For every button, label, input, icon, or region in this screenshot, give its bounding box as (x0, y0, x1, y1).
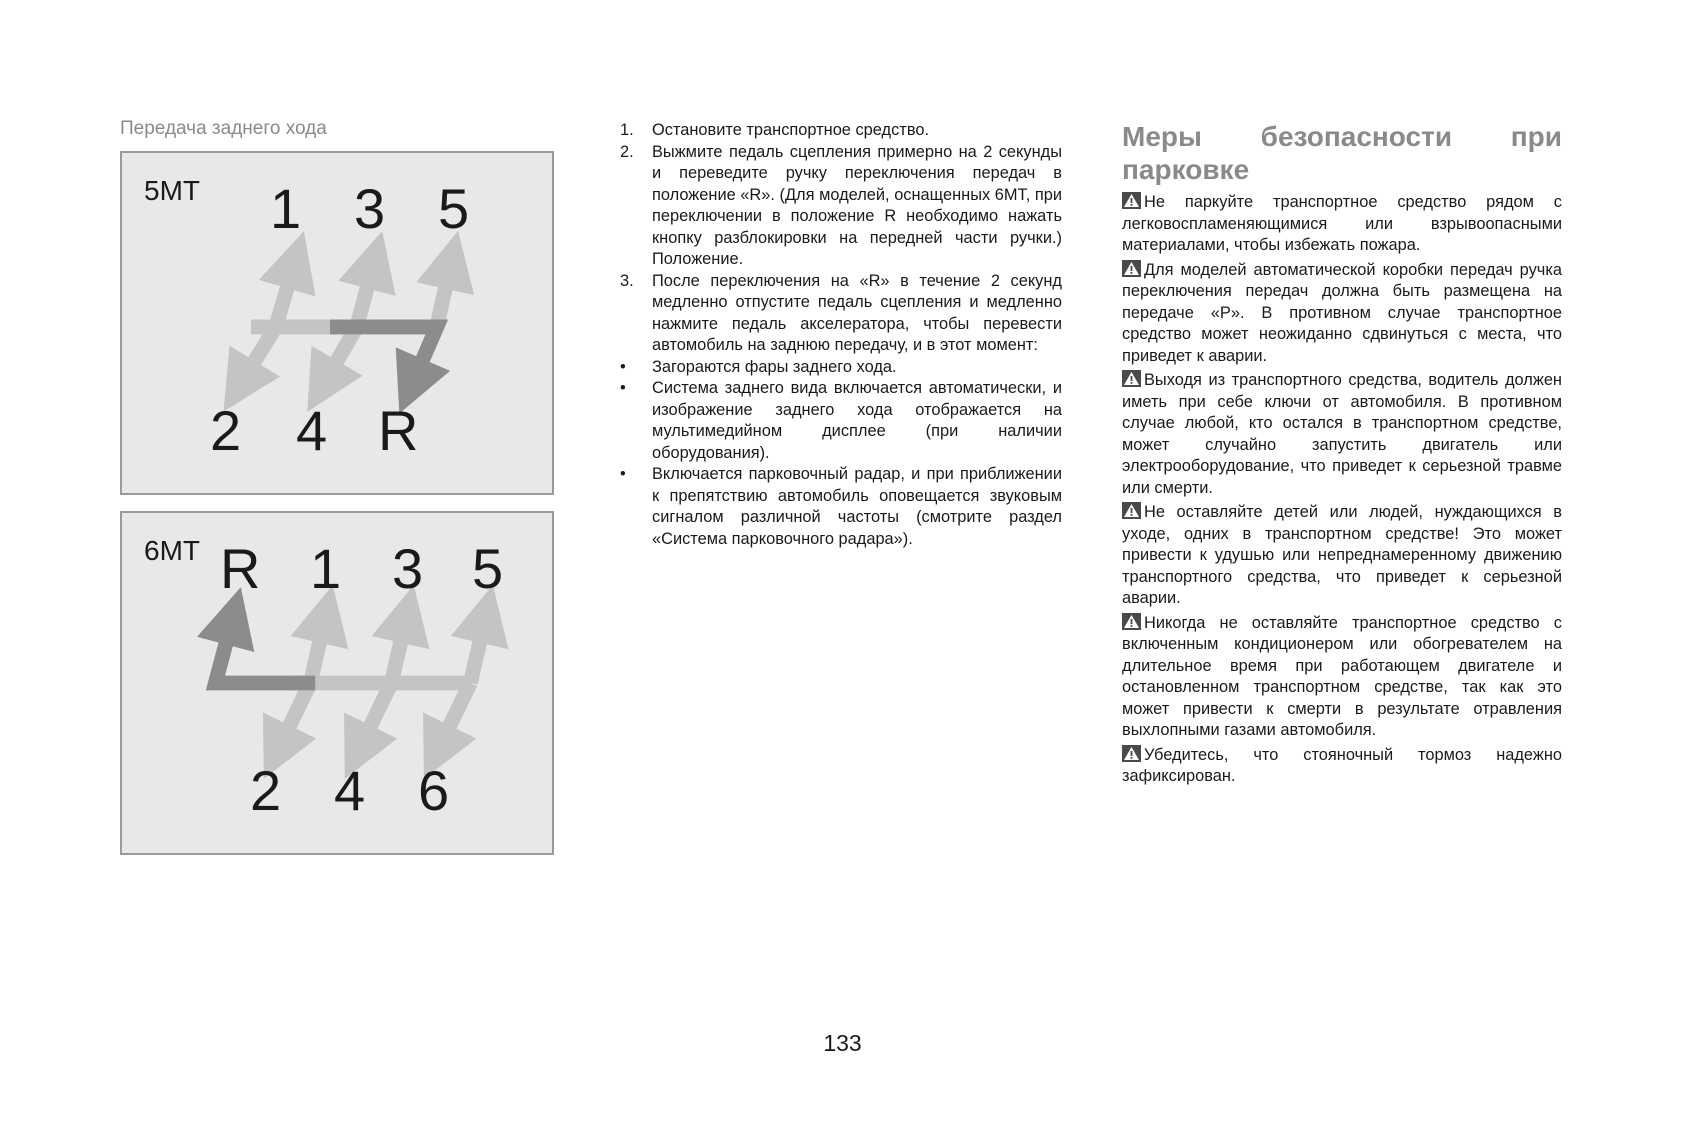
warning-paragraph (1122, 613, 1562, 742)
list-item (620, 271, 1062, 357)
gear-number: 2 (250, 759, 282, 822)
list-marker: 3. (620, 271, 634, 290)
gear-number: R (220, 537, 261, 600)
warning-text: Не паркуйте транспортное средство рядом с легковоспламеняющимися или взрывоопасными материалами, чтобы избежать пожара. (1122, 193, 1562, 254)
gear-number: 3 (392, 537, 424, 600)
gear-number: 1 (270, 177, 302, 240)
gear-diagram-6mt (120, 511, 554, 855)
page-number: 133 (823, 1030, 862, 1056)
warning-triangle-icon (1122, 370, 1141, 387)
warning-paragraph (1122, 260, 1562, 368)
warning-paragraph (1122, 745, 1562, 788)
list-item-text: Остановите транспортное средство. (652, 121, 930, 139)
list-item (620, 142, 1062, 271)
warning-paragraph (1122, 370, 1562, 499)
list-item-text: Выжмите педаль сцепления примерно на 2 секунды и переведите ручку переключения передач в положение «R». (Для моделей, оснащенных 6MT, при переключении в положение R необходимо нажать кнопку разблокировки на передней части ручки.) Положение. (652, 142, 1062, 268)
warning-text: Никогда не оставляйте транспортное средство с включенным кондиционером или обогревателем на длительное время при работающем двигателе и остановленном транспортном средстве, так как это может привести к смерти в результате отравления выхлопными газами автомобиля. (1122, 613, 1562, 739)
list-item (620, 120, 1062, 142)
gear-number: 4 (334, 759, 366, 822)
list-marker: 1. (620, 121, 634, 139)
list-marker: • (620, 465, 626, 483)
gear-number: 3 (354, 177, 386, 240)
gearbox-label: 5MT (144, 175, 200, 206)
list-item (620, 378, 1062, 464)
instructions-column (620, 120, 1062, 550)
warning-paragraph (1122, 502, 1562, 610)
warning-paragraph (1122, 192, 1562, 257)
warning-triangle-icon (1122, 613, 1141, 630)
list-item-text: После переключения на «R» в течение 2 секунд медленно отпустите педаль сцепления и медленно нажмите педаль акселератора, чтобы перевести автомобиль на заднюю передачу, и в этот момент: (652, 271, 1062, 354)
warning-triangle-icon (1122, 192, 1141, 209)
gear-number: 1 (310, 537, 342, 600)
gear-number: 6 (418, 759, 450, 822)
warning-triangle-icon (1122, 260, 1141, 277)
gear-number: 4 (296, 399, 328, 462)
list-item-text: Загораются фары заднего хода. (652, 357, 897, 376)
list-item-text: Система заднего вида включается автоматически, и изображение заднего хода отображается на мультимедийном дисплее (при наличии оборудования). (652, 379, 1062, 462)
warning-triangle-icon (1122, 745, 1141, 762)
section-title: Передача заднего хода (120, 118, 327, 139)
warning-text: Убедитесь, что стояночный тормоз надежно зафиксирован. (1122, 745, 1562, 785)
gear-number: 5 (472, 537, 504, 600)
list-marker: • (620, 379, 626, 397)
list-item (620, 357, 1062, 379)
gear-diagram-5mt (120, 151, 554, 495)
section-heading: Меры безопасности при парковке (1122, 121, 1562, 185)
gear-number: 2 (210, 399, 242, 462)
list-item-text: Включается парковочный радар, и при приближении к препятствию автомобиль оповещается звуковым сигналом различной частоты (смотрите раздел «Система парковочного радара»). (652, 465, 1062, 548)
warning-text: Выходя из транспортного средства, водитель должен иметь при себе ключи от автомобиля. В противном случае любой, кто остался в транспортном средстве, может случайно запустить двигатель или электрооборудование, что приведет к серьезной травме или смерти. (1122, 371, 1562, 497)
gear-number: R (378, 399, 419, 462)
list-item (620, 464, 1062, 550)
warning-text: Не оставляйте детей или людей, нуждающихся в уходе, одних в транспортном средстве! Это может привести к удушью или непреднамеренному движению транспортного средства, что приведет к серьезной аварии. (1122, 503, 1562, 607)
warning-text: Для моделей автоматической коробки передач ручка переключения передач должна быть размещена на передаче «P». В противном случае транспортное средство может неожиданно сдвинуться с места, что приведет к аварии. (1122, 260, 1562, 365)
warning-triangle-icon (1122, 502, 1141, 519)
list-marker: • (620, 357, 626, 376)
safety-column (1122, 120, 1562, 791)
left-column (120, 118, 560, 855)
gear-number: 5 (438, 177, 470, 240)
gearbox-label: 6MT (144, 535, 200, 566)
list-marker: 2. (620, 142, 634, 161)
